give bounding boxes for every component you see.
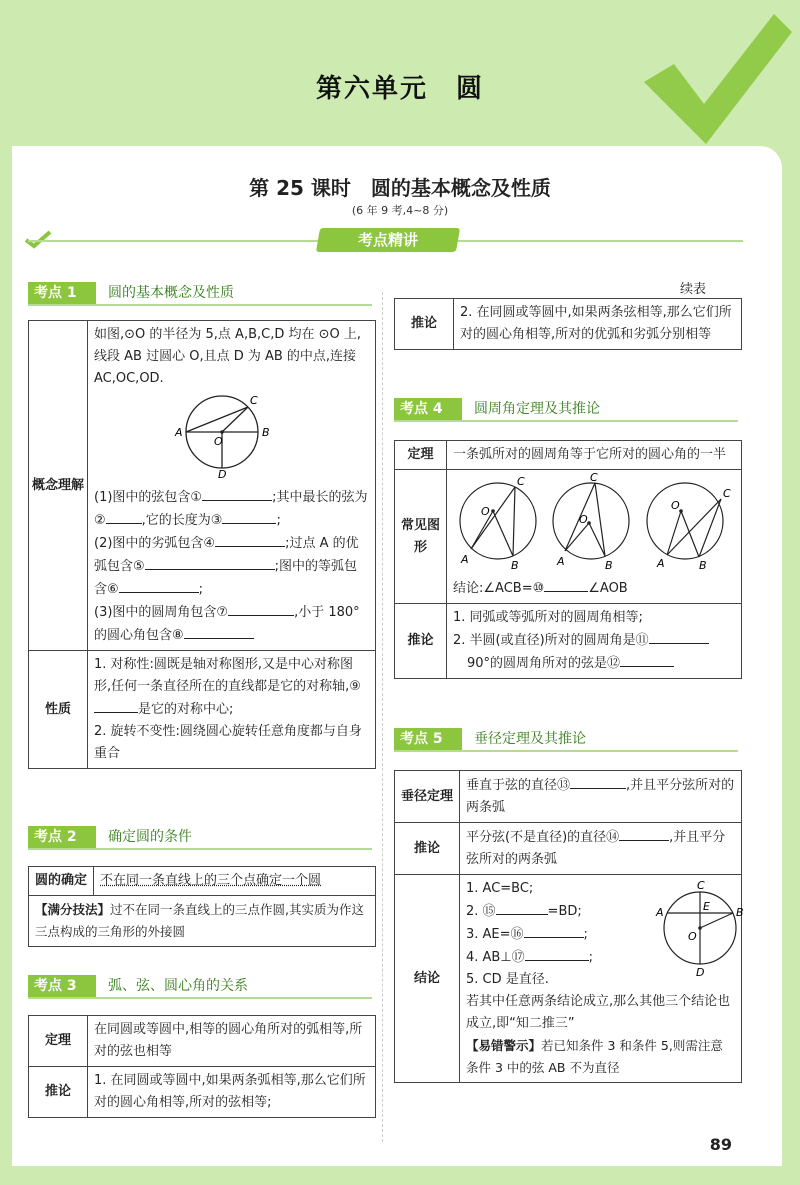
svg-text:O: O xyxy=(579,513,588,526)
question-1: (1)图中的弦包含① ;其中最长的弦为② ,它的长度为③ ; xyxy=(94,486,369,532)
figure-a xyxy=(460,475,536,569)
svg-text:A: A xyxy=(656,906,664,919)
continued-label: 续表 xyxy=(680,282,707,297)
arc-chord-table-continued: 推论 2. 在同圆或等圆中,如果两条弦相等,那么它们所对的圆心角相等,所对的优弧和劣弧分别相等 xyxy=(394,298,742,350)
svg-text:A: A xyxy=(557,555,565,568)
inscribed-angle-table: 定理 一条弧所对的圆周角等于它所对的圆心角的一半 常见图形 A B C O A B C O A B C O 结论:∠ACB=⑩ ∠AOB 推论 1. 同弧或等弧所对的圆周角相等; 2. 半圆(或直径)所对的圆周角是⑪ 90°的圆周角所对的弦是⑫ xyxy=(394,440,742,679)
svg-text:B: B xyxy=(736,906,744,919)
circle-figure-1 xyxy=(94,390,354,478)
label-C: C xyxy=(250,394,258,407)
determine-circle-table: 圆的确定 不在同一条直线上的三个点确定一个圆 【满分技法】过不在同一条直线上的三点作圆,其实质为作这三点构成的三角形的外接圆 xyxy=(28,866,376,947)
svg-text:B: B xyxy=(699,559,707,569)
concept-table xyxy=(28,320,376,769)
label-O: O xyxy=(214,435,223,448)
svg-text:E: E xyxy=(703,900,710,913)
section-1-header xyxy=(28,282,372,304)
svg-text:A: A xyxy=(461,553,469,566)
property-content: 1. 对称性:圆既是轴对称图形,又是中心对称图形,任何一条直径所在的直线都是它的对称轴,⑨是它的对称中心; 2. 旋转不变性:圆绕圆心旋转任意角度都与自身重合 xyxy=(88,651,376,769)
section-4-header: 考点 4 圆周角定理及其推论 xyxy=(394,398,738,420)
concept-intro: 如图,⊙O 的半径为 5,点 A,B,C,D 均在 ⊙O 上,线段 AB 过圆心 O,且点 D 为 AB 的中点,连接 AC,OC,OD. xyxy=(94,327,362,386)
svg-text:O: O xyxy=(671,499,680,512)
svg-text:C: C xyxy=(590,473,598,484)
perpendicular-figure xyxy=(654,878,746,978)
label-D: D xyxy=(218,468,227,478)
lesson-subtitle: (6 年 9 考,4~8 分) xyxy=(351,204,449,217)
svg-text:C: C xyxy=(517,475,525,488)
perpendicular-diameter-table: 垂径定理 垂直于弦的直径⑬ ,并且平分弦所对的两条弧 推论 平分弦(不是直径)的直径⑭ ,并且平分弦所对的两条弧 结论 1. AC=BC; 2. ⑮ =BD; 3. AE=⑯ ; 4. AB⊥⑰ ; 5. CD 是直径. A B C D E O 若其中任意两条结论成立,那么其他三个结论也成立,即“知二推三” 【易错警示】若已知条件 3 和条件 5,则需注意条件 3 中的弦 AB 不为直径 xyxy=(394,770,742,1083)
svg-text:O: O xyxy=(481,505,490,518)
svg-text:C: C xyxy=(697,879,705,892)
question-2: (2)图中的劣弧包含④ ;过点 A 的优弧包含⑤ ;图中的等弧包含⑥ ; xyxy=(94,532,369,601)
question-3: (3)图中的圆周角包含⑦ ,小于 180°的圆心角包含⑧ xyxy=(94,601,369,647)
label-A: A xyxy=(175,426,183,439)
svg-text:B: B xyxy=(511,559,519,569)
section-tag: 考点 1 xyxy=(28,282,96,304)
column-separator xyxy=(382,292,383,1142)
label-B: B xyxy=(262,426,270,439)
svg-text:O: O xyxy=(688,930,697,943)
determine-text: 不在同一条直线上的三个点确定一个圆 xyxy=(94,867,376,896)
tip-box: 【满分技法】过不在同一条直线上的三点作圆,其实质为作这三点构成的三角形的外接圆 xyxy=(29,896,376,947)
svg-text:A: A xyxy=(657,557,665,569)
figure-b xyxy=(553,473,629,569)
section-3-header: 考点 3 弧、弦、圆心角的关系 xyxy=(28,975,372,997)
section-5-header: 考点 5 垂径定理及其推论 xyxy=(394,728,738,750)
concept-label: 概念理解 xyxy=(29,321,88,651)
svg-text:C: C xyxy=(723,487,731,500)
section-badge: 考点精讲 xyxy=(316,228,460,252)
svg-text:D: D xyxy=(696,966,705,978)
inscribed-conclusion: 结论:∠ACB=⑩ ∠AOB xyxy=(453,577,735,600)
inscribed-angle-figures xyxy=(453,473,735,569)
concept-content xyxy=(88,321,376,651)
svg-text:B: B xyxy=(605,559,613,569)
arc-chord-table: 定理 在同圆或等圆中,相等的圆心角所对的弧相等,所对的弦也相等 推论 1. 在同圆或等圆中,如果两条弧相等,那么它们所对的圆心角相等,所对的弦相等; xyxy=(28,1015,376,1118)
section-2-header: 考点 2 确定圆的条件 xyxy=(28,826,372,848)
property-label: 性质 xyxy=(29,651,88,769)
lesson-title: 第 25 课时 圆的基本概念及性质 xyxy=(249,176,551,200)
page-number: 89 xyxy=(709,1135,732,1154)
section-title: 圆的基本概念及性质 xyxy=(108,285,234,301)
unit-title: 第六单元 圆 xyxy=(315,74,484,104)
figure-c xyxy=(647,483,731,569)
